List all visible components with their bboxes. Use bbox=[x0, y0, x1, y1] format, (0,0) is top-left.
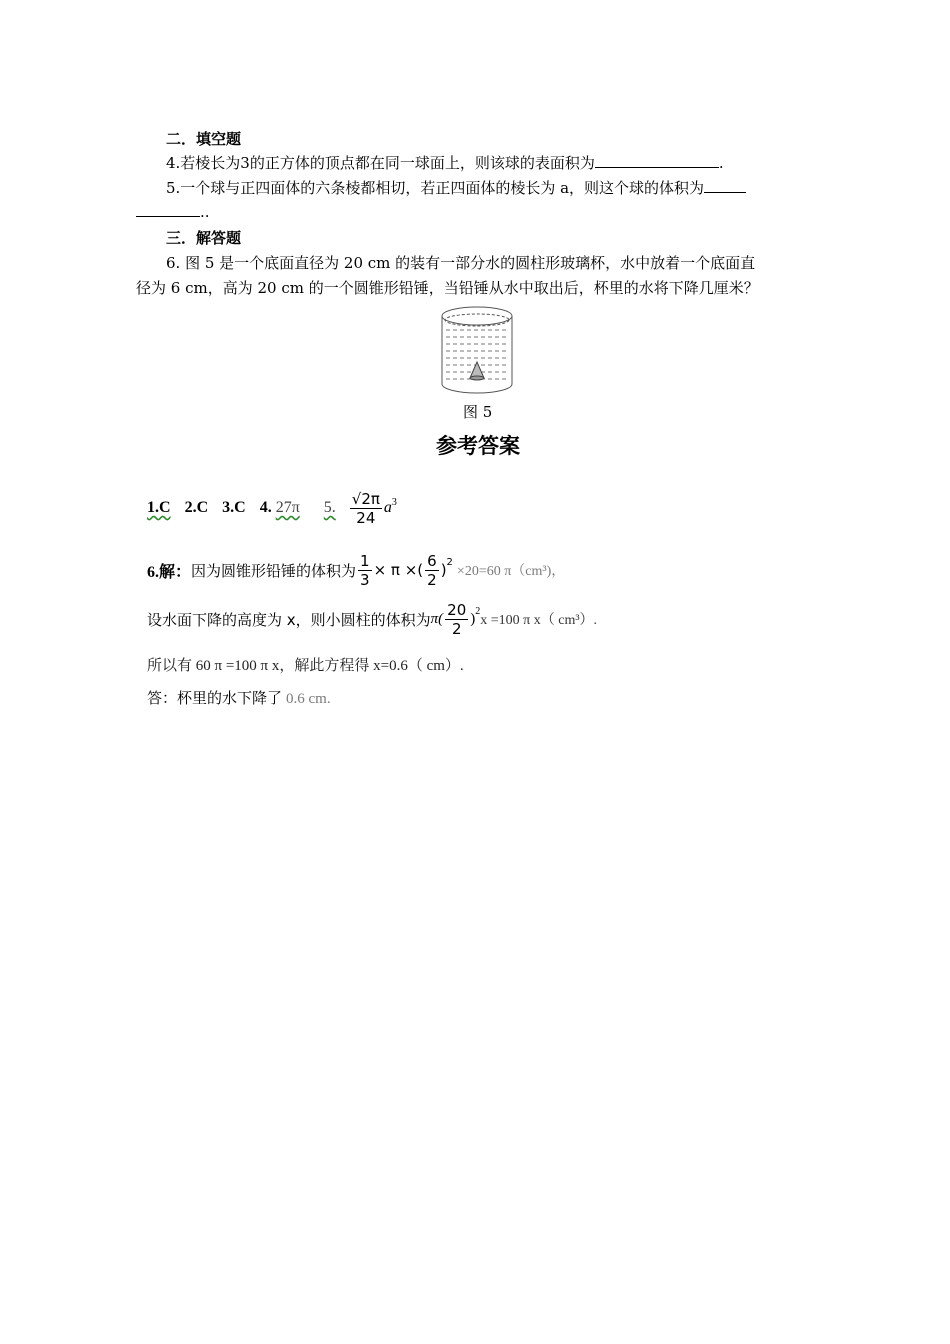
solution-line-2-close: ) bbox=[470, 610, 476, 627]
solution-line-2-pi: π( bbox=[430, 610, 444, 627]
fraction-denominator: 2 bbox=[451, 619, 462, 638]
fraction-numerator: 6 bbox=[427, 551, 437, 570]
answer-blank bbox=[595, 153, 719, 168]
solution-line-4-text: 答：杯里的水下降了 bbox=[147, 689, 283, 707]
answer-1: 1.C bbox=[147, 499, 171, 516]
solution-line-1-mid: × π ×( bbox=[373, 561, 424, 579]
solution-line-1 bbox=[147, 548, 565, 592]
answer-5-denominator: 24 bbox=[356, 508, 376, 527]
solution-label: 6.解： bbox=[147, 563, 192, 581]
fraction-denominator: 3 bbox=[360, 570, 370, 589]
question-6-line1: 6. 图 5 是一个底面直径为 20 cm 的装有一部分水的圆柱形玻璃杯，水中放着一个底面直 bbox=[166, 254, 756, 272]
solution-line-1-text: 因为圆锥形铅锤的体积为 bbox=[191, 561, 357, 580]
fraction-denominator: 2 bbox=[427, 570, 437, 589]
solution-line-2 bbox=[147, 597, 597, 641]
answer-5-fraction bbox=[350, 490, 382, 527]
solution-line-1-exponent: 2 bbox=[446, 556, 453, 568]
fraction-twenty-halves bbox=[445, 601, 468, 638]
fraction-numerator: 1 bbox=[360, 551, 370, 570]
question-5-continued bbox=[136, 202, 210, 222]
cylinder-cone-figure bbox=[436, 304, 518, 398]
cylinder-body bbox=[442, 316, 512, 393]
answers-title: 参考答案 bbox=[436, 434, 520, 458]
answer-5-numerator: √2π bbox=[351, 489, 380, 508]
answer-3: 3.C bbox=[222, 499, 246, 516]
question-5-end: .. bbox=[200, 203, 210, 221]
fraction-one-third bbox=[358, 552, 372, 589]
question-4-text: 4.若棱长为3的正方体的顶点都在同一球面上，则该球的表面积为 bbox=[166, 154, 595, 172]
cone-base bbox=[470, 376, 484, 380]
question-6-line2: 径为 6 cm，高为 20 cm 的一个圆锥形铅锤，当铅锤从水中取出后，杯里的水将下降几厘米？ bbox=[136, 279, 759, 297]
question-4-end: . bbox=[718, 154, 724, 172]
answers-1-5 bbox=[147, 484, 397, 532]
answer-2: 2.C bbox=[184, 499, 209, 516]
answer-4-label: 4. bbox=[259, 499, 272, 516]
solution-line-4-value: 0.6 cm. bbox=[286, 691, 331, 707]
fraction-numerator: 20 bbox=[447, 600, 467, 619]
answer-4-value: 27π bbox=[275, 499, 300, 516]
solution-line-2-text: 设水面下降的高度为 x，则小圆柱的体积为 bbox=[147, 610, 431, 629]
figure-caption: 图 5 bbox=[463, 403, 493, 421]
solution-line-2-tail: x =100 π x（ cm³）. bbox=[480, 613, 598, 628]
question-5-text: 5.一个球与正四面体的六条棱都相切，若正四面体的棱长为 a，则这个球的体积为 bbox=[166, 179, 705, 197]
solution-line-1-tail: ×20=60 π（cm³)， bbox=[456, 564, 566, 579]
answer-5-exponent: 3 bbox=[391, 496, 397, 508]
section-heading-fill-in: 二．填空题 bbox=[166, 130, 242, 148]
fraction-six-halves bbox=[425, 552, 439, 589]
solution-line-4 bbox=[147, 687, 331, 708]
solution-line-3: 所以有 60 π =100 π x，解此方程得 x=0.6（ cm）. bbox=[147, 658, 464, 674]
section-heading-solve: 三．解答题 bbox=[166, 229, 242, 247]
answer-blank bbox=[136, 202, 200, 217]
solution-line-1-close: ) bbox=[440, 561, 447, 579]
question-4 bbox=[166, 153, 724, 173]
answer-5-label: 5. bbox=[323, 499, 336, 516]
water-surface bbox=[445, 314, 509, 326]
question-5 bbox=[166, 178, 746, 198]
answer-blank bbox=[704, 178, 746, 193]
solution-line-2-exponent: 2 bbox=[475, 605, 481, 617]
answer-5-variable: a bbox=[383, 499, 392, 516]
